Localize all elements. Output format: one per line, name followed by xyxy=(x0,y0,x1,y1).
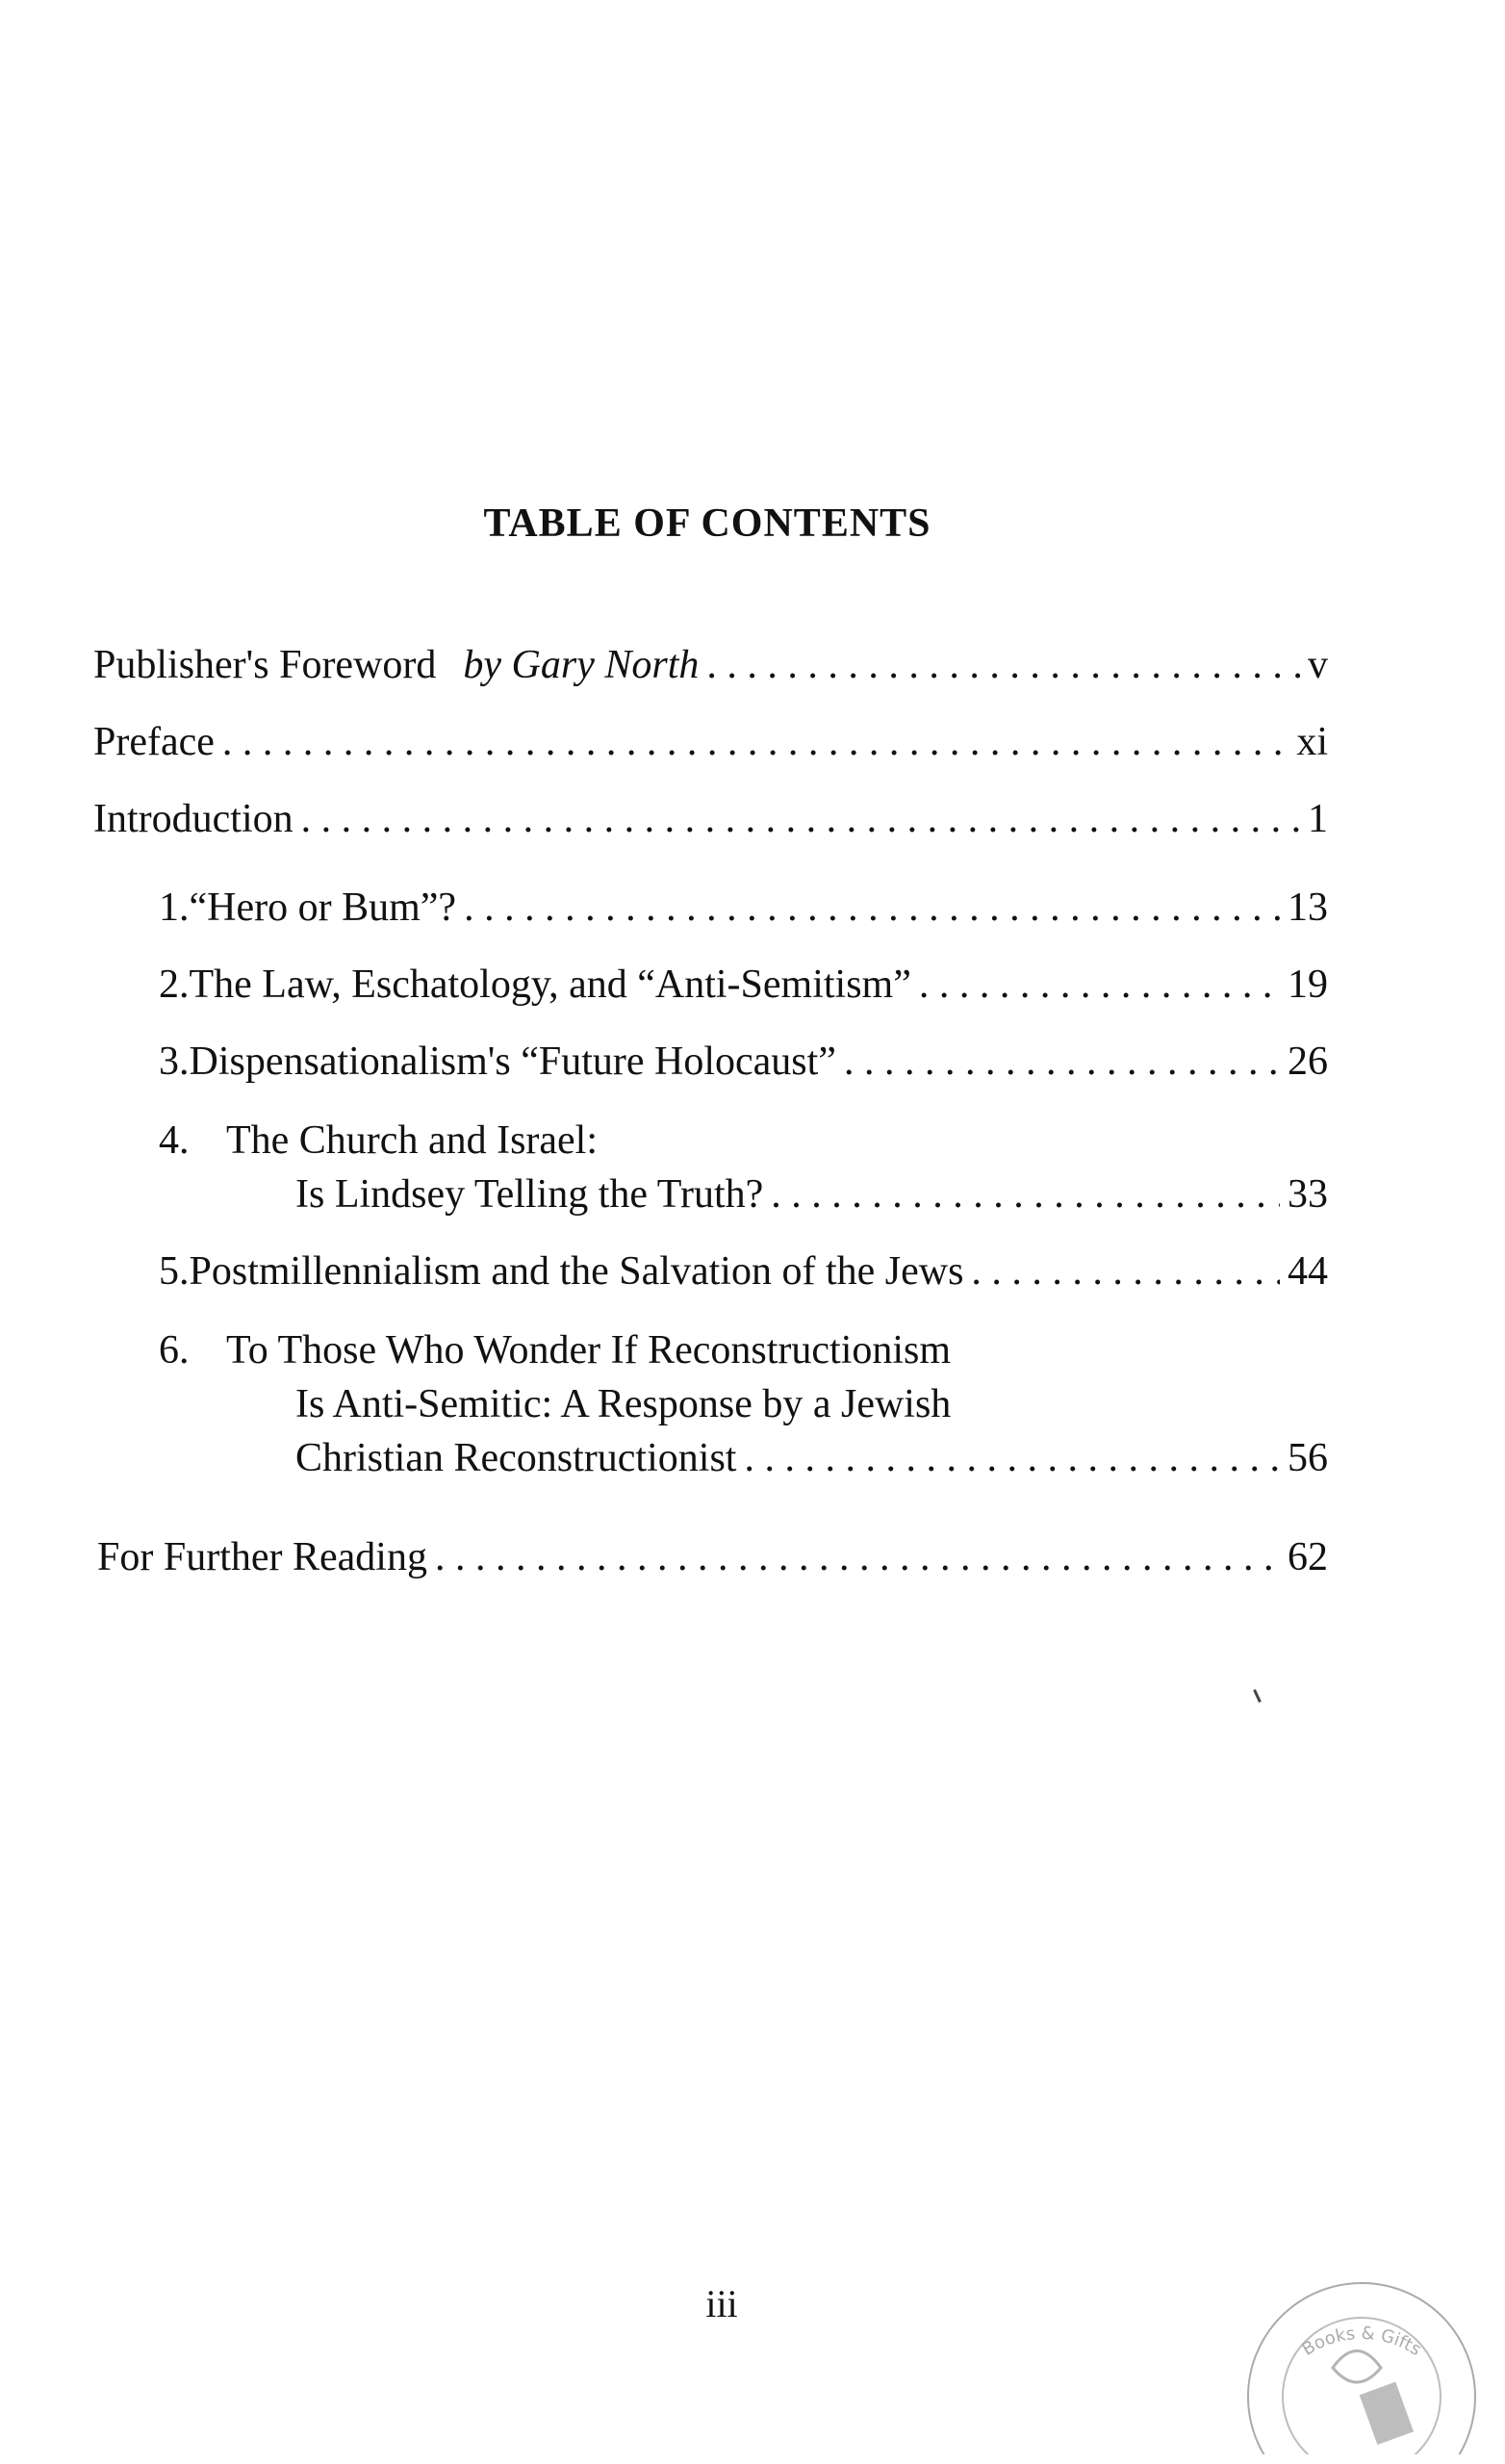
chapter-title: The Church and Israel: xyxy=(226,1118,599,1163)
page-folio: iii xyxy=(705,2282,738,2325)
chapter-title: “Hero or Bum”? xyxy=(189,886,457,930)
toc-page-number: 33 xyxy=(1288,1172,1328,1217)
toc-entry-further-reading[interactable] xyxy=(97,1530,1328,1584)
toc-entry-title: For Further Reading xyxy=(97,1535,427,1579)
toc-page-number: v xyxy=(1308,643,1328,687)
svg-text:Books & Gifts xyxy=(1299,2323,1425,2360)
dot-leader xyxy=(844,1035,1280,1089)
chapter-number: 3. xyxy=(159,1040,190,1084)
dot-leader xyxy=(971,1245,1280,1298)
toc-page-number: 1 xyxy=(1308,797,1328,841)
chapter-number: 2. xyxy=(159,962,190,1007)
dot-leader xyxy=(771,1168,1280,1221)
chapter-number: 4. xyxy=(159,1118,190,1163)
toc-chapter-6[interactable] xyxy=(159,1323,1328,1485)
toc-page-number: 19 xyxy=(1288,962,1328,1007)
dot-leader xyxy=(919,958,1280,1012)
chapter-title-continued: Christian Reconstructionist xyxy=(295,1436,737,1480)
dot-leader xyxy=(744,1431,1280,1485)
toc-entry-byline: by Gary North xyxy=(463,643,700,687)
toc-entry-foreword[interactable] xyxy=(93,638,1328,692)
toc-entry-title: Preface xyxy=(93,720,215,764)
chapter-number: 5. xyxy=(159,1249,190,1294)
toc-chapter-2[interactable] xyxy=(159,958,1328,1012)
chapter-title: The Law, Eschatology, and “Anti-Semitism” xyxy=(189,962,911,1007)
chapter-number: 1. xyxy=(159,886,190,930)
toc-chapter-1[interactable] xyxy=(159,881,1328,935)
chapter-number: 6. xyxy=(159,1328,190,1373)
toc-chapter-4[interactable] xyxy=(159,1114,1328,1221)
toc-chapter-3[interactable] xyxy=(159,1035,1328,1089)
toc-entry-preface[interactable] xyxy=(93,715,1328,769)
toc-page-number: 13 xyxy=(1288,886,1328,930)
toc-chapter-5[interactable] xyxy=(159,1245,1328,1298)
dot-leader xyxy=(435,1530,1280,1584)
toc-page-number: 56 xyxy=(1288,1436,1328,1480)
toc-entry-title: Publisher's Foreword xyxy=(93,643,437,687)
dot-leader xyxy=(706,638,1300,692)
dot-leader xyxy=(464,881,1280,935)
toc-page-number: 26 xyxy=(1288,1040,1328,1084)
chapter-title: Postmillennialism and the Salvation of the Jews xyxy=(189,1249,964,1294)
toc-heading: TABLE OF CONTENTS xyxy=(483,501,931,546)
dot-leader xyxy=(301,792,1300,846)
chapter-title: Dispensationalism's “Future Holocaust” xyxy=(189,1040,836,1084)
chapter-title: To Those Who Wonder If Reconstructionism xyxy=(226,1328,952,1373)
toc-entry-introduction[interactable] xyxy=(93,792,1328,846)
toc-page-number: 62 xyxy=(1288,1535,1328,1579)
chapter-title-continued: Is Lindsey Telling the Truth? xyxy=(295,1172,764,1217)
dot-leader xyxy=(222,715,1288,769)
watermark-seal xyxy=(1208,2243,1496,2454)
seal-text-top: Books & Gifts xyxy=(1298,2323,1425,2360)
toc-page-number: 44 xyxy=(1288,1249,1328,1294)
chapter-title-continued: Is Anti-Semitic: A Response by a Jewish xyxy=(295,1382,952,1426)
toc-page-number: xi xyxy=(1296,720,1328,764)
toc-entry-title: Introduction xyxy=(93,797,293,841)
